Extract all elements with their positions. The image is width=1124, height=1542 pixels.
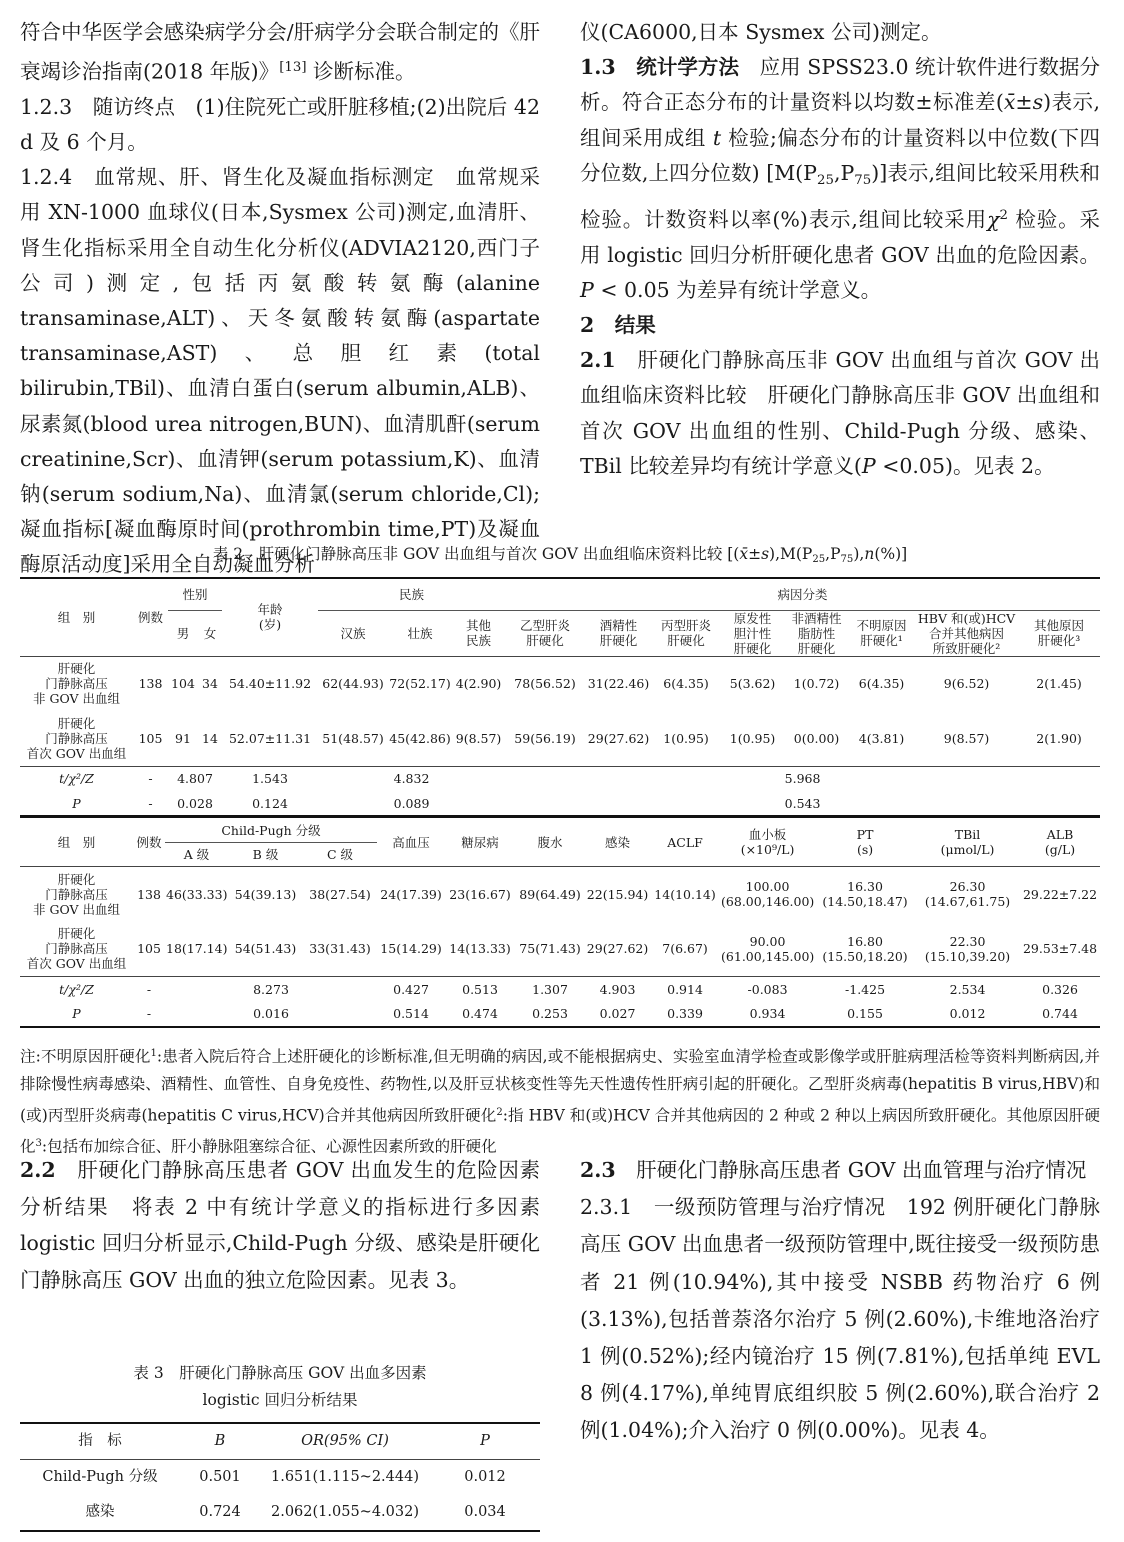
text-run: :包括布加综合征、肝小静脉阻塞综合征、心源性因素所致的肝硬化 [41, 1137, 497, 1156]
text-run: 注:不明原因肝硬化 [20, 1047, 151, 1066]
section-2-3-1 [580, 1189, 1100, 1449]
text-run: <0.05)。见表 2。 [875, 453, 1055, 478]
left-column-top [20, 15, 540, 583]
table-cell: 0(0.00) [793, 730, 840, 746]
header-male: 男 [176, 625, 190, 641]
stat-cell: 4.807 [177, 771, 213, 787]
table-cell: 34 [202, 676, 218, 692]
table-cell: 18(17.14) [166, 941, 228, 957]
header-etiology-col: 其他原因 肝硬化³ [1034, 618, 1085, 648]
table3-caption-line1: 表 3 肝硬化门静脉高压 GOV 出血多因素 [133, 1364, 427, 1382]
header-col: PT (s) [815, 817, 915, 867]
stat-cell: 4.903 [599, 981, 636, 997]
left-column-bottom [20, 1152, 540, 1298]
table-cell: 肝硬化 门静脉高压 首次 GOV 出血组 [26, 926, 127, 972]
table-cell: 29.22±7.22 [1022, 886, 1098, 902]
header-child-pugh: Child-Pugh 分级 [165, 817, 377, 843]
text-run: n [864, 545, 875, 563]
table-cell: 2(1.90) [1036, 730, 1082, 746]
stat-cell: 0.474 [462, 1006, 498, 1021]
stat-cell: 0.427 [393, 981, 429, 997]
table-cell: 6(4.35) [858, 676, 905, 692]
table-cell: 33(31.43) [309, 941, 371, 957]
table-cell: 肝硬化 门静脉高压 非 GOV 出血组 [33, 871, 120, 917]
table-row [20, 922, 1100, 977]
stat-cell: 5.968 [784, 771, 821, 787]
text-run: x̄±s [1003, 90, 1044, 115]
stat-row [20, 1002, 1100, 1027]
table-cell: 2(1.45) [1036, 676, 1082, 692]
text-run: 检验。采用 logistic 回归分析肝硬化患者 GOV 出血的危险因素。 [580, 207, 1100, 267]
table-cell: 14(13.33) [449, 941, 511, 957]
header-col: 糖尿病 [445, 817, 515, 867]
table-cell: 46(33.33) [166, 886, 228, 902]
table-cell: 14(10.14) [654, 886, 716, 902]
table-cell: 4(3.81) [858, 730, 905, 746]
table-cell: 1(0.95) [663, 730, 709, 746]
stat-cell: 0.028 [177, 795, 213, 811]
text-run: )表示,组间采用成组 [580, 90, 1100, 150]
text-run: 1 [150, 1048, 157, 1059]
header-etiology-col: 不明原因 肝硬化¹ [856, 618, 907, 648]
table-cell: 104 [171, 676, 195, 692]
table-cell: 1(0.72) [793, 676, 840, 692]
header-etiology-col: HBV 和(或)HCV 合并其他病因 所致肝硬化² [917, 610, 1016, 656]
section-1-2-4 [20, 160, 540, 582]
table-cell: 62(44.93) [322, 676, 384, 692]
stat-cell: -0.083 [747, 981, 788, 997]
table-cell: 22(15.94) [586, 886, 649, 902]
header-col: 高血压 [377, 817, 445, 867]
table-cell: 16.80 (15.50,18.20) [822, 933, 908, 964]
stat-cell: 4.832 [393, 771, 430, 787]
table-cell: 23(16.67) [449, 886, 511, 902]
text-run: ),M(P [769, 545, 813, 563]
header-han: 汉族 [340, 625, 366, 641]
text-run: < 0.05 为差异有统计学意义。 [593, 277, 882, 302]
header-female: 女 [203, 625, 217, 641]
text-run: 肝硬化门静脉高压患者 GOV 出血发生的危险因素分析结果 将表 2 中有统计学意义的指标进行多因素 logistic 回归分析显示,Child-Pugh 分级、感染是肝硬化门静脉高压 GOV 出血的独立危险因素。见表 3。 [20, 1158, 540, 1292]
table-cell: 100.00 (68.00,146.00) [721, 879, 815, 910]
header-col: ACLF [650, 817, 720, 867]
section-2-1 [580, 343, 1100, 484]
text-run: )]表示,组间比较采用秩和检验。计数资料以率(%)表示,组间比较采用 [580, 160, 1100, 232]
text-run: ), [853, 545, 865, 563]
paragraph [20, 15, 540, 90]
table-cell: 29(27.62) [587, 730, 650, 746]
table-cell: 54.40±11.92 [228, 676, 312, 692]
stat-cell: 1.543 [252, 771, 288, 787]
text-run: 肝硬化门静脉高压非 GOV 出血组与首次 GOV 出血组临床资料比较 肝硬化门静脉高压非 GOV 出血组和首次 GOV 出血组的性别、Child-Pugh 分级、感染、TBil 比较差异均有统计学意义( [580, 348, 1100, 478]
stat-cell: - [146, 981, 152, 997]
text-run: 3 [35, 1137, 42, 1149]
table-cell: 75(71.43) [519, 941, 581, 957]
table-cell: 9(8.57) [943, 730, 990, 746]
table-cell: 90.00 (61.00,145.00) [721, 933, 815, 964]
text-run: 肝硬化门静脉高压患者 GOV 出血管理与治疗情况 [615, 1158, 1087, 1182]
text-run: 诊断标准。 [306, 59, 416, 84]
stat-cell: - [146, 1006, 152, 1021]
table-cell: 9(8.57) [455, 730, 502, 746]
stat-row [20, 766, 1100, 791]
table3-caption [20, 1360, 540, 1414]
table-cell: 0.034 [464, 1504, 506, 1520]
text-run: 1.2.3 随访终点 (1)住院死亡或肝脏移植;(2)出院后 42 d 及 6 个月。 [20, 94, 540, 154]
table-cell: 26.30 (14.67,61.75) [924, 879, 1011, 910]
header-other-ethnic: 其他 民族 [466, 618, 492, 648]
text-run: 25 [816, 172, 834, 188]
table-row [20, 711, 1100, 766]
table-cell: 肝硬化 门静脉高压 非 GOV 出血组 [33, 661, 120, 707]
stat-cell: 0.124 [252, 795, 288, 811]
stat-cell: 0.253 [532, 1006, 568, 1021]
text-run: 仪(CA6000,日本 Sysmex 公司)测定。 [580, 20, 942, 44]
header-b: B [214, 1432, 226, 1449]
stat-cell: 0.514 [393, 1006, 429, 1021]
text-run: 表 2 肝硬化门静脉高压非 GOV 出血组与首次 GOV 出血组临床资料比较 [( [212, 545, 740, 563]
header-age: 年龄 (岁) [222, 578, 318, 656]
table2-note [20, 1040, 1100, 1161]
table-cell: 1(0.95) [729, 730, 776, 746]
right-column-bottom [580, 1152, 1100, 1450]
stat-cell: -1.425 [845, 981, 886, 997]
section-2-heading [580, 308, 1100, 343]
header-etiology-col: 酒精性 肝硬化 [599, 618, 638, 648]
header-col: 血小板 (×10⁹/L) [720, 817, 815, 867]
table-cell: 15(14.29) [380, 941, 442, 957]
table-row [20, 867, 1100, 922]
header-count: 例数 [133, 817, 165, 867]
header-group: 组 别 [20, 817, 133, 867]
stat-cell: 0.016 [253, 1006, 289, 1021]
table-cell: 138 [137, 886, 161, 902]
header-zhuang: 壮族 [407, 625, 433, 641]
text-run: 检验;偏态分布的计量资料以中位数(下四分位数,上四分位数) [M(P [580, 125, 1100, 185]
table-cell: 72(52.17) [389, 676, 451, 692]
table-cell: 1.651(1.115~2.444) [271, 1468, 419, 1485]
table2-lower [20, 815, 1100, 1028]
section-1-2-3 [20, 90, 540, 160]
table-cell: 105 [137, 941, 161, 957]
table-cell: 29.53±7.48 [1022, 941, 1098, 957]
text-run: 2.2 [20, 1158, 56, 1182]
stat-cell: 0.543 [784, 795, 821, 811]
text-run: 1.3 统计学方法 [580, 55, 740, 80]
stat-cell: 0.089 [393, 795, 430, 811]
text-run: P [861, 453, 876, 478]
stat-cell: t/χ²/Z [59, 771, 94, 787]
header-col: ALB (g/L) [1020, 817, 1100, 867]
table-cell: 5(3.62) [729, 676, 776, 692]
header-etiology-col: 丙型肝炎 肝硬化 [661, 618, 712, 648]
table-cell: 4(2.90) [455, 676, 502, 692]
table2-upper [20, 577, 1100, 817]
table-cell: 91 [175, 730, 191, 746]
table-cell: 54(51.43) [234, 941, 297, 957]
header-p: P [480, 1432, 490, 1449]
table-cell: 45(42.86) [389, 730, 451, 746]
stat-cell: - [148, 771, 153, 787]
stat-cell: P [72, 1006, 81, 1021]
table-cell: 51(48.57) [322, 730, 384, 746]
text-run: (%)] [874, 545, 908, 563]
table-cell: 2.062(1.055~4.032) [271, 1504, 419, 1520]
header-col: TBil (μmol/L) [915, 817, 1020, 867]
table-cell: 52.07±11.31 [228, 730, 312, 746]
text-run: 25 [812, 554, 826, 566]
stat-row [20, 791, 1100, 816]
text-run: 2.3 [580, 1158, 616, 1182]
text-run: 应用 SPSS23.0 统计软件进行数据分析。符合正态分布的计量资料以均数±标准差( [580, 55, 1100, 115]
table-cell: 22.30 (15.10,39.20) [924, 933, 1011, 964]
table-row [20, 1495, 540, 1531]
stat-cell: 8.273 [253, 981, 289, 997]
text-run: χ [987, 207, 1000, 232]
header-col: 腹水 [515, 817, 585, 867]
stat-cell: 0.027 [599, 1006, 636, 1021]
table-cell: 16.30 (14.50,18.47) [822, 879, 908, 910]
header-etiology-col: 原发性 胆汁性 肝硬化 [733, 610, 772, 656]
table-cell: 31(22.46) [587, 676, 650, 692]
stat-cell: 0.012 [949, 1006, 986, 1021]
header-count: 例数 [133, 578, 168, 656]
stat-cell: 0.934 [749, 1006, 786, 1021]
header-sex: 性别 [168, 578, 222, 610]
header-indicator: 指 标 [78, 1432, 122, 1449]
text-run: ,P [833, 160, 855, 185]
table2-caption [20, 542, 1100, 565]
stat-cell: 0.339 [667, 1006, 703, 1021]
section-2-3 [580, 1152, 1100, 1189]
right-column-top [580, 15, 1100, 484]
table-cell: 感染 [85, 1504, 115, 1520]
section-2-2 [20, 1152, 540, 1298]
text-run: 符合中华医学会感染病学分会/肝病学分会联合制定的《肝衰竭诊治指南(2018 年版)》 [20, 20, 540, 84]
table-cell: 78(56.52) [514, 676, 576, 692]
header-col: 感染 [585, 817, 650, 867]
stat-cell: t/χ²/Z [59, 981, 94, 997]
header-or: OR(95% CI) [301, 1432, 389, 1449]
table3-caption-line2: logistic 回归分析结果 [202, 1391, 358, 1409]
header-ethnic: 民族 [318, 578, 505, 610]
header-etiology-col: 非酒精性 脂肪性 肝硬化 [791, 610, 842, 656]
text-run: 1.2.4 血常规、肝、肾生化及凝血指标测定 血常规采用 XN-1000 血球仪(日本,Sysmex 公司)测定,血清肝、肾生化指标采用全自动生化分析仪(ADVIA2120,西门子公司)测定,包括丙氨酸转氨酶(alanine transaminase,ALT)、天冬氨酸转氨酶(aspartate transaminase,AST)、总胆红素(total bilirubin,TBil)、血清白蛋白(serum albumin,ALB)、尿素氮(blood urea nitrogen,BUN)、血清肌酐(serum creatinine,Scr)、血清钾(serum potassium,K)、血清钠(serum sodium,Na)、血清氯(serum chloride,Cl);凝血指标[凝血酶原时间(prothrombin time,PT)及凝血酶原活动度]采用全自动凝血分析 [20, 165, 540, 577]
header-etiology-col: 乙型肝炎 肝硬化 [520, 618, 571, 648]
header-group: 组 别 [20, 578, 133, 656]
stat-cell: P [72, 795, 81, 811]
stat-row [20, 977, 1100, 1002]
table-cell: 肝硬化 门静脉高压 首次 GOV 出血组 [26, 715, 127, 761]
text-run: 2.3.1 一级预防管理与治疗情况 192 例肝硬化门静脉高压 GOV 出血患者一级预防管理中,既往接受一级预防患者 21 例(10.94%),其中接受 NSBB 药物治疗 6 例(3.13%),包括普萘洛尔治疗 5 例(2.60%),卡维地洛治疗 1 例(0.52%);经内镜治疗 15 例(7.81%),包括单纯 EVL 8 例(4.17%),单纯胃底组织胶 5 例(2.60%),联合治疗 2 例(1.04%);介入治疗 0 例(0.00%)。见表 4。 [580, 1195, 1100, 1443]
table-cell: Child-Pugh 分级 [42, 1468, 158, 1485]
stat-cell: 0.513 [462, 981, 498, 997]
text-run: 2 [496, 1106, 503, 1118]
table-cell: 14 [202, 730, 218, 746]
table-cell: 54(39.13) [234, 886, 297, 902]
table-cell: 59(56.19) [514, 730, 576, 746]
table-row [20, 1459, 540, 1495]
table-cell: 0.012 [464, 1468, 506, 1485]
text-run: [13] [279, 60, 307, 76]
stat-cell: 0.744 [1042, 1006, 1078, 1021]
table-cell: 0.501 [199, 1468, 241, 1485]
header-etiology: 病因分类 [505, 578, 1100, 610]
header-grade-a: A 级 [183, 847, 210, 862]
table-cell: 138 [138, 676, 163, 692]
table-row [20, 656, 1100, 711]
text-run: 75 [840, 554, 854, 566]
text-run: :患者入院后符合上述肝硬化的诊断标准,但无明确的病因,或不能根据病史、实验室血清学检查或影像学或肝脏病理活检等资料判断病因,并排除慢性病毒感染、酒精性、血管性、自身免疫性、药物性,以及肝豆状核变性等先天性遗传性肝病引起的肝硬化。乙型肝炎病毒(hepatitis B virus,HBV)和(或)丙型肝炎病毒(hepatitis C virus,HCV)合并其他病因所致肝硬化 [20, 1047, 1100, 1125]
table-cell: 0.724 [199, 1504, 241, 1520]
table-cell: 24(17.39) [380, 886, 442, 902]
stat-cell: 2.534 [949, 981, 986, 997]
text-run: 75 [854, 172, 872, 188]
stat-cell: 0.914 [667, 981, 703, 997]
table3 [20, 1422, 540, 1532]
paragraph [580, 15, 1100, 50]
text-run: :指 HBV 和(或)HCV 合并其他病因的 2 种或 2 种以上病因所致肝硬化。其他原因肝硬化 [20, 1106, 1101, 1156]
table-cell: 7(6.67) [662, 941, 708, 957]
table-cell: 9(6.52) [943, 676, 990, 692]
text-run: 2.1 [580, 348, 616, 373]
stat-cell: 0.155 [847, 1006, 883, 1021]
text-run: x̄±s [739, 545, 770, 563]
table-cell: 38(27.54) [309, 886, 371, 902]
stat-cell: - [148, 795, 153, 811]
text-run: P [580, 277, 594, 302]
header-grade-b: B 级 [252, 847, 279, 862]
table-cell: 105 [138, 730, 163, 746]
table-cell: 6(4.35) [663, 676, 709, 692]
text-run: 2 结果 [580, 312, 656, 337]
stat-cell: 0.326 [1042, 981, 1078, 997]
stat-cell: 1.307 [532, 981, 568, 997]
text-run: ,P [825, 545, 841, 563]
table-cell: 89(64.49) [519, 886, 581, 902]
text-run: 2 [999, 208, 1008, 223]
text-run: t [712, 125, 722, 150]
header-grade-c: C 级 [326, 847, 354, 862]
table-cell: 29(27.62) [586, 941, 649, 957]
section-1-3 [580, 50, 1100, 308]
